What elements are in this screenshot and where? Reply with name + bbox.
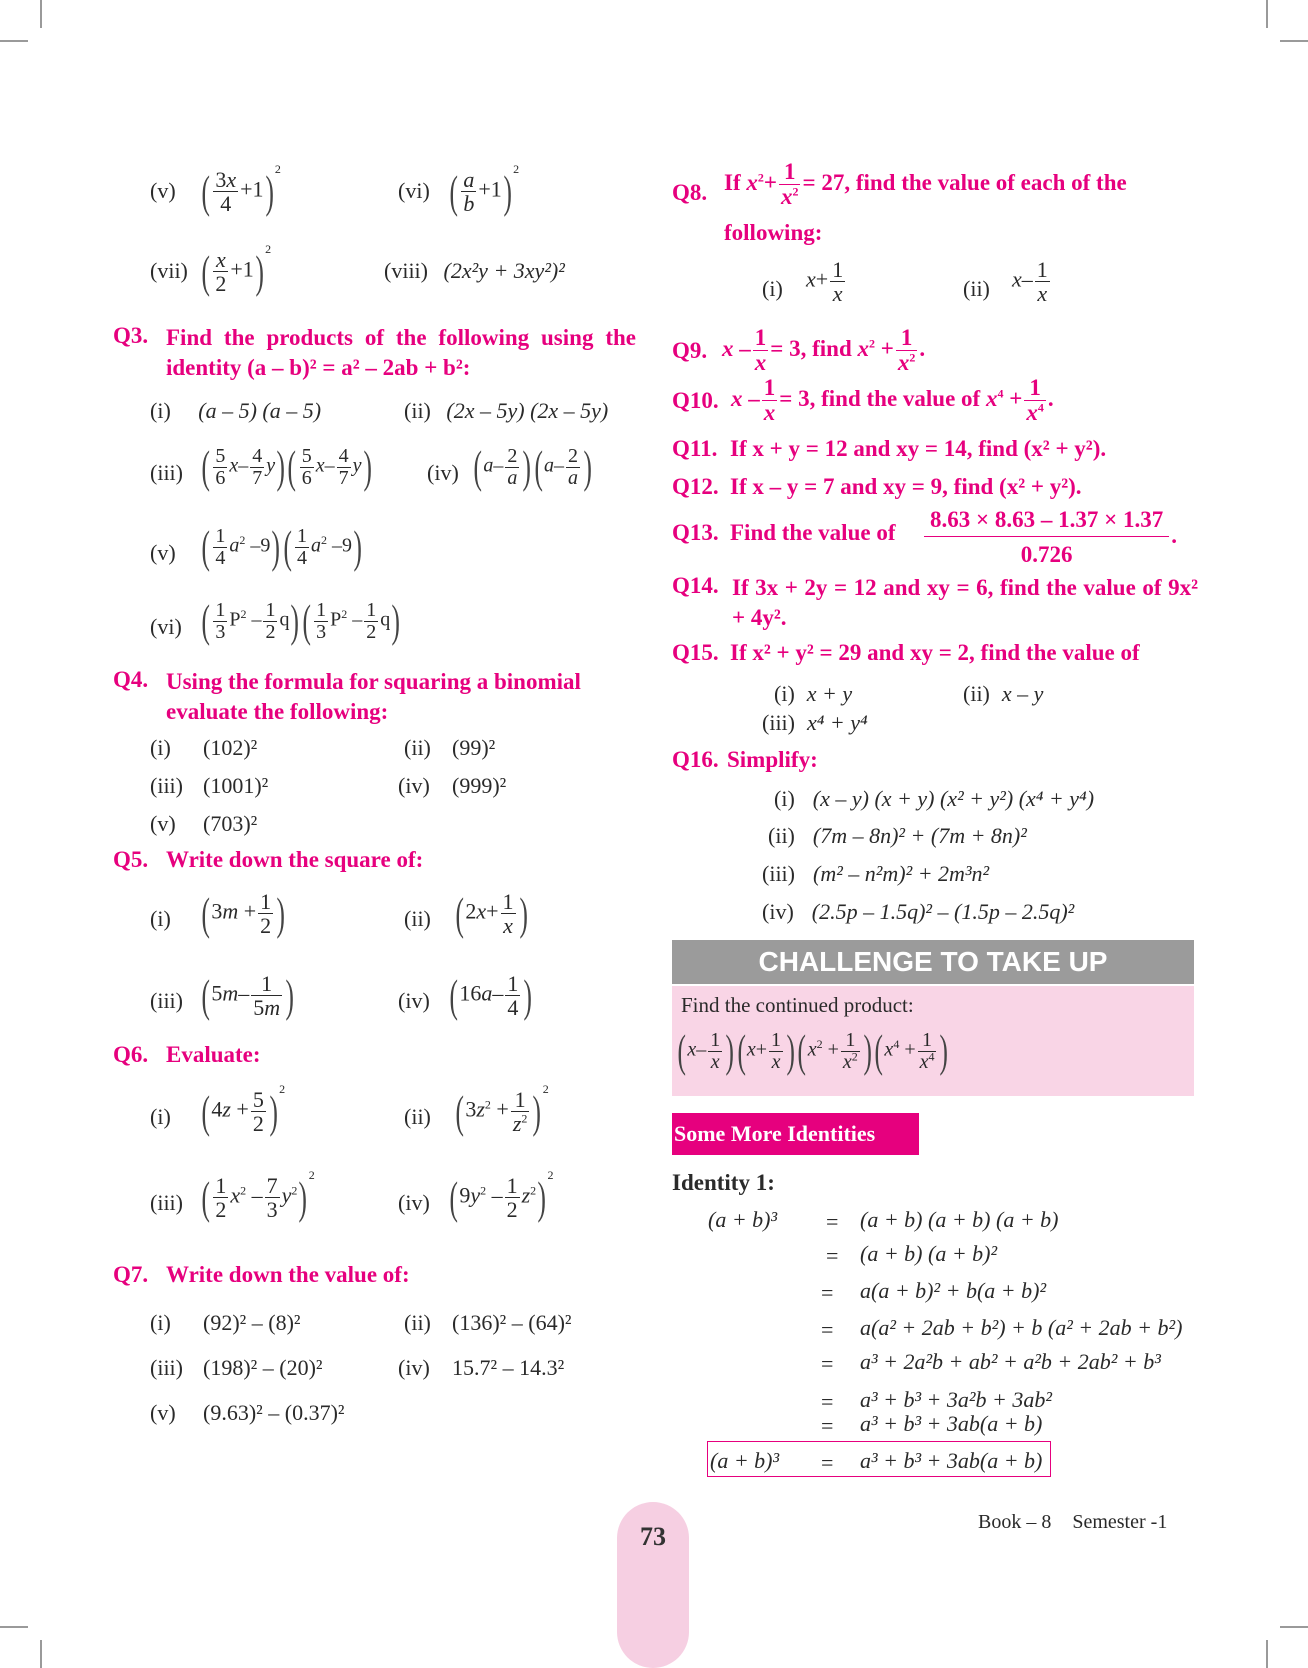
q8-text-b: = 27, find the value of each of the bbox=[802, 169, 1127, 195]
item-expr: (1001)² bbox=[203, 773, 269, 798]
q4-item bbox=[150, 773, 183, 799]
q11-text: If x + y = 12 and xy = 14, find (x² + y²). bbox=[730, 436, 1107, 461]
q3-item-iii bbox=[150, 460, 183, 486]
item-expr: (7m – 8n)² + (7m + 8n)² bbox=[812, 823, 1027, 848]
item-label: (ii) bbox=[963, 681, 990, 706]
item-label: (i) bbox=[150, 906, 171, 931]
q15-number: Q15. bbox=[672, 640, 719, 665]
item-expr: (102)² bbox=[203, 735, 258, 760]
q7-item-v bbox=[150, 1400, 176, 1426]
item-expr: (m² – n²m)² + 2m³n² bbox=[813, 861, 990, 886]
q15-text: If x² + y² = 29 and xy = 2, find the value of bbox=[730, 640, 1140, 665]
q4-item bbox=[452, 773, 506, 799]
q16-text: Simplify: bbox=[727, 747, 818, 772]
q4-item bbox=[150, 735, 171, 761]
q7-number: Q7. bbox=[113, 1262, 149, 1287]
eq-sign: = bbox=[821, 1450, 834, 1475]
q6-iii-expr: ( $\frac{1}{2}$ $x^2$ – $\frac{7}{3}$ $y^2)^2$ bbox=[201, 1168, 315, 1223]
crop-mark bbox=[1280, 1626, 1308, 1628]
semester-label: Semester -1 bbox=[1072, 1511, 1168, 1533]
q3-v-expr: ( $\frac{1}{4}$ $a^2$ –9)( $\frac{1}{4}$ $a^2$ –9) bbox=[201, 521, 362, 572]
item-label: (iii) bbox=[150, 1355, 183, 1380]
challenge-prompt: Find the continued product: bbox=[681, 993, 914, 1017]
crop-mark bbox=[40, 1640, 42, 1668]
crop-mark bbox=[1266, 0, 1268, 28]
q6-item-iii bbox=[150, 1190, 183, 1216]
q13-number: Q13. bbox=[672, 520, 719, 545]
q3-iii-expr: ( $\frac{5}{6}$ x– $\frac{4}{7}$ y)( $\frac{5}{6}$ x– $\frac{4}{7}$ y) bbox=[201, 441, 372, 492]
item-expr: (2.5p – 1.5q)² – (1.5p – 2.5q)² bbox=[811, 899, 1075, 924]
identity-step: a(a + b)² + b(a + b)² bbox=[860, 1278, 1047, 1303]
item-label: (vi) bbox=[398, 178, 430, 203]
q15-item-i bbox=[774, 681, 852, 707]
q5-iii-expr: (5m– $\frac{1}{5m}$ ) bbox=[201, 969, 294, 1021]
item-expr: x⁴ + y⁴ bbox=[807, 710, 868, 735]
identity-label: Identity 1: bbox=[672, 1170, 775, 1195]
q7-v-expr: (9.63)² – (0.37)² bbox=[203, 1400, 345, 1425]
q2-vii-expr: ( $\frac{x}{2}$ +1)$^2$ bbox=[201, 242, 272, 297]
item-label: (i) bbox=[762, 276, 783, 301]
q16-item-ii bbox=[768, 823, 1027, 849]
q3-item-v bbox=[150, 540, 176, 566]
item-label: (iii) bbox=[150, 460, 183, 485]
q10-line: x – $\frac{1}{x}$ = 3, find the value of $x^4$ + $\frac{1}{x^4}$ . bbox=[731, 375, 1054, 426]
q16-item-iv bbox=[762, 899, 1074, 925]
q6-item-ii bbox=[404, 1104, 431, 1130]
q3-vi-expr: ( $\frac{1}{3}$ $P^2$ – $\frac{1}{2}$ q)( $\frac{1}{3}$ $P^2$ – $\frac{1}{2}$ q) bbox=[201, 595, 401, 646]
q8-item-ii bbox=[963, 276, 990, 302]
q16-item-i bbox=[774, 786, 1094, 812]
item-label: (iii) bbox=[762, 861, 795, 886]
q3-item-ii bbox=[404, 398, 608, 424]
item-label: (iii) bbox=[150, 773, 183, 798]
q6-ii-expr: ($3z^2$ + $\frac{1}{z^2}$ )$^2$ bbox=[455, 1082, 549, 1137]
q6-item-i bbox=[150, 1104, 171, 1130]
item-label: (iv) bbox=[762, 899, 794, 924]
item-label: (iv) bbox=[398, 1355, 430, 1380]
identity-step: a(a² + 2ab + b²) + b (a² + 2ab + b²) bbox=[860, 1315, 1183, 1340]
q6-item-iv bbox=[398, 1190, 430, 1216]
q10-text: = 3, find the value of bbox=[779, 385, 981, 411]
item-label: (i) bbox=[150, 398, 171, 423]
q5-number: Q5. bbox=[113, 847, 149, 872]
q14-number: Q14. bbox=[672, 573, 719, 598]
item-label: (v) bbox=[150, 178, 176, 203]
item-label: (v) bbox=[150, 1400, 176, 1425]
q11-number: Q11. bbox=[672, 436, 718, 461]
identity-step: a³ + 2a²b + ab² + a²b + 2ab² + b³ bbox=[860, 1349, 1161, 1374]
section-title: Some More Identities bbox=[672, 1113, 919, 1155]
identity-lhs: (a + b)³ bbox=[708, 1207, 778, 1232]
item-label: (iv) bbox=[398, 773, 430, 798]
q6-text: Evaluate: bbox=[166, 1042, 261, 1067]
item-label: (iv) bbox=[427, 460, 459, 485]
q2-item-viii bbox=[384, 258, 565, 284]
identity-step: (a + b) (a + b)² bbox=[860, 1241, 998, 1266]
item-expr: (x – y) (x + y) (x² + y²) (x⁴ + y⁴) bbox=[812, 786, 1095, 811]
q4-item bbox=[404, 735, 431, 761]
q8-number: Q8. bbox=[672, 180, 708, 205]
identity-step: (a + b) (a + b) (a + b) bbox=[860, 1207, 1059, 1232]
q8-text-a: If bbox=[724, 169, 741, 195]
item-label: (iv) bbox=[398, 988, 430, 1013]
q5-item-i bbox=[150, 906, 171, 932]
identity-step: a³ + b³ + 3a²b + 3ab² bbox=[860, 1387, 1052, 1412]
q5-iv-expr: (16a– $\frac{1}{4}$ ) bbox=[449, 969, 533, 1021]
q4-number: Q4. bbox=[113, 667, 149, 692]
book-label: Book – 8 bbox=[978, 1511, 1052, 1533]
identity-final-rhs: a³ + b³ + 3ab(a + b) bbox=[860, 1448, 1043, 1473]
item-label: (ii) bbox=[768, 823, 795, 848]
item-label: (i) bbox=[150, 1104, 171, 1129]
q13-denominator: 0.726 bbox=[1020, 542, 1073, 568]
q4-item bbox=[150, 811, 176, 837]
eq-sign: = bbox=[821, 1317, 834, 1342]
item-label: (ii) bbox=[404, 1104, 431, 1129]
q7-iii-expr: (198)² – (20)² bbox=[203, 1355, 323, 1380]
q12-text: If x – y = 7 and xy = 9, find (x² + y²). bbox=[730, 474, 1082, 499]
challenge-title: CHALLENGE TO TAKE UP bbox=[672, 940, 1194, 984]
q3-item-iv bbox=[427, 460, 459, 486]
q13-numerator: 8.63 × 8.63 – 1.37 × 1.37 bbox=[924, 508, 1169, 537]
item-label: (i) bbox=[774, 681, 795, 706]
item-label: (iii) bbox=[762, 710, 795, 735]
eq-sign: = bbox=[821, 1413, 834, 1438]
item-label: (v) bbox=[150, 811, 176, 836]
item-label: (vi) bbox=[150, 614, 182, 639]
q4-item bbox=[203, 735, 257, 761]
q13-fraction: $\frac{8.63 \times 8.63 - 1.37 \times 1.37}{0.726}$ . bbox=[922, 508, 1177, 567]
item-label: (viii) bbox=[384, 258, 428, 283]
item-label: (vii) bbox=[150, 258, 188, 283]
crop-mark bbox=[1280, 40, 1308, 42]
q2-v-expr: ( $\frac{3x}{4}$ +1)$^2$ bbox=[201, 162, 281, 217]
q7-item-iv bbox=[398, 1355, 430, 1381]
eq-sign: = bbox=[826, 1243, 839, 1268]
q4-item bbox=[203, 773, 268, 799]
eq-sign: = bbox=[826, 1209, 839, 1234]
q7-item-iii bbox=[150, 1355, 183, 1381]
q16-item-iii bbox=[762, 861, 989, 887]
q3-item-i bbox=[150, 398, 321, 424]
item-label: (ii) bbox=[404, 1310, 431, 1335]
item-label: (v) bbox=[150, 540, 176, 565]
q8-i-expr: x+ $\frac{1}{x}$ bbox=[806, 257, 844, 307]
q16-number: Q16. bbox=[672, 747, 719, 772]
q8-item-i bbox=[762, 276, 783, 302]
q2-item-vi bbox=[398, 178, 430, 204]
item-label: (iii) bbox=[150, 988, 183, 1013]
item-expr: (a – 5) (a – 5) bbox=[198, 398, 322, 423]
q6-i-expr: (4z + $\frac{5}{2}$ )$^2$ bbox=[201, 1082, 286, 1137]
crop-mark bbox=[0, 40, 28, 42]
q2-item-v bbox=[150, 178, 176, 204]
q5-ii-expr: (2x+ $\frac{1}{x}$ ) bbox=[455, 887, 528, 939]
q7-iv-expr: 15.7² – 14.3² bbox=[452, 1355, 565, 1380]
item-expr: x + y bbox=[806, 681, 853, 706]
q15-item-iii bbox=[762, 710, 868, 736]
q3-number: Q3. bbox=[113, 323, 149, 348]
q5-item-ii bbox=[404, 906, 431, 932]
q9-number: Q9. bbox=[672, 338, 708, 363]
eq-sign: = bbox=[821, 1351, 834, 1376]
q2-item-vii bbox=[150, 258, 188, 284]
q9-line: x – $\frac{1}{x}$ = 3, find $x^2$ + $\frac{1}{x^2}$ . bbox=[722, 325, 926, 376]
item-label: (i) bbox=[774, 786, 795, 811]
q7-ii-expr: (136)² – (64)² bbox=[452, 1310, 572, 1335]
crop-mark bbox=[0, 1626, 28, 1628]
q7-item-i bbox=[150, 1310, 171, 1336]
item-label: (i) bbox=[150, 735, 171, 760]
item-expr: (999)² bbox=[452, 773, 507, 798]
q5-item-iii bbox=[150, 988, 183, 1014]
q3-text: Find the products of the following using the identity (a – b)² = a² – 2ab + b²: bbox=[166, 325, 636, 380]
item-label: (ii) bbox=[404, 906, 431, 931]
challenge-expr: (x– $\frac{1}{x}$ )(x+ $\frac{1}{x}$ )($x^2$ + $\frac{1}{x^2}$ )($x^4$ + $\frac{1}{x^4}$ ) bbox=[677, 1025, 949, 1076]
eq-sign: = bbox=[821, 1389, 834, 1414]
q5-item-iv bbox=[398, 988, 430, 1014]
item-expr: (703)² bbox=[203, 811, 258, 836]
q6-iv-expr: ($9y^2$ – $\frac{1}{2}$ $z^2)^2$ bbox=[449, 1168, 554, 1223]
item-label: (ii) bbox=[963, 276, 990, 301]
page-number: 73 bbox=[617, 1502, 689, 1668]
q4-item bbox=[203, 811, 257, 837]
q7-text: Write down the value of: bbox=[166, 1262, 410, 1287]
q3-iv-expr: (a– $\frac{2}{a}$ )(a– $\frac{2}{a}$ ) bbox=[473, 441, 592, 492]
item-expr: (99)² bbox=[452, 735, 496, 760]
q8-line2: following: bbox=[724, 220, 823, 245]
q4-text: Using the formula for squaring a binomial evaluate the following: bbox=[166, 669, 581, 724]
q4-item bbox=[398, 773, 430, 799]
q6-number: Q6. bbox=[113, 1042, 149, 1067]
item-label: (ii) bbox=[404, 735, 431, 760]
identity-final-lhs: (a + b)³ bbox=[710, 1448, 780, 1473]
item-label: (i) bbox=[150, 1310, 171, 1335]
q14-text: If 3x + 2y = 12 and xy = 6, find the value of 9x² + 4y². bbox=[732, 575, 1198, 630]
q5-i-expr: (3m + $\frac{1}{2}$ ) bbox=[201, 887, 286, 939]
q3-item-vi bbox=[150, 614, 182, 640]
q7-i-expr: (92)² – (8)² bbox=[203, 1310, 301, 1335]
q4-item bbox=[452, 735, 495, 761]
q15-item-ii bbox=[963, 681, 1043, 707]
q5-text: Write down the square of: bbox=[166, 847, 424, 872]
item-label: (ii) bbox=[404, 398, 431, 423]
item-expr: x – y bbox=[1001, 681, 1044, 706]
item-expr: (2x²y + 3xy²)² bbox=[443, 258, 565, 283]
q7-item-ii bbox=[404, 1310, 431, 1336]
item-expr: (2x – 5y) (2x – 5y) bbox=[446, 398, 609, 423]
identity-step: a³ + b³ + 3ab(a + b) bbox=[860, 1411, 1043, 1436]
q8-ii-expr: x– $\frac{1}{x}$ bbox=[1012, 257, 1048, 307]
q2-vi-expr: ( $\frac{a}{b}$ +1)$^2$ bbox=[449, 162, 520, 217]
crop-mark bbox=[1266, 1640, 1268, 1668]
q13-text: Find the value of bbox=[730, 520, 896, 545]
q12-number: Q12. bbox=[672, 474, 719, 499]
footer-book bbox=[978, 1511, 1167, 1534]
eq-sign: = bbox=[821, 1280, 834, 1305]
item-label: (iv) bbox=[398, 1190, 430, 1215]
q8-line1: If $x^2+$ $\frac{1}{x^2}$ = 27, find the value of each of the bbox=[724, 159, 1127, 210]
item-label: (iii) bbox=[150, 1190, 183, 1215]
q10-number: Q10. bbox=[672, 388, 719, 413]
crop-mark bbox=[40, 0, 42, 28]
q9-text: = 3, find bbox=[770, 335, 852, 361]
